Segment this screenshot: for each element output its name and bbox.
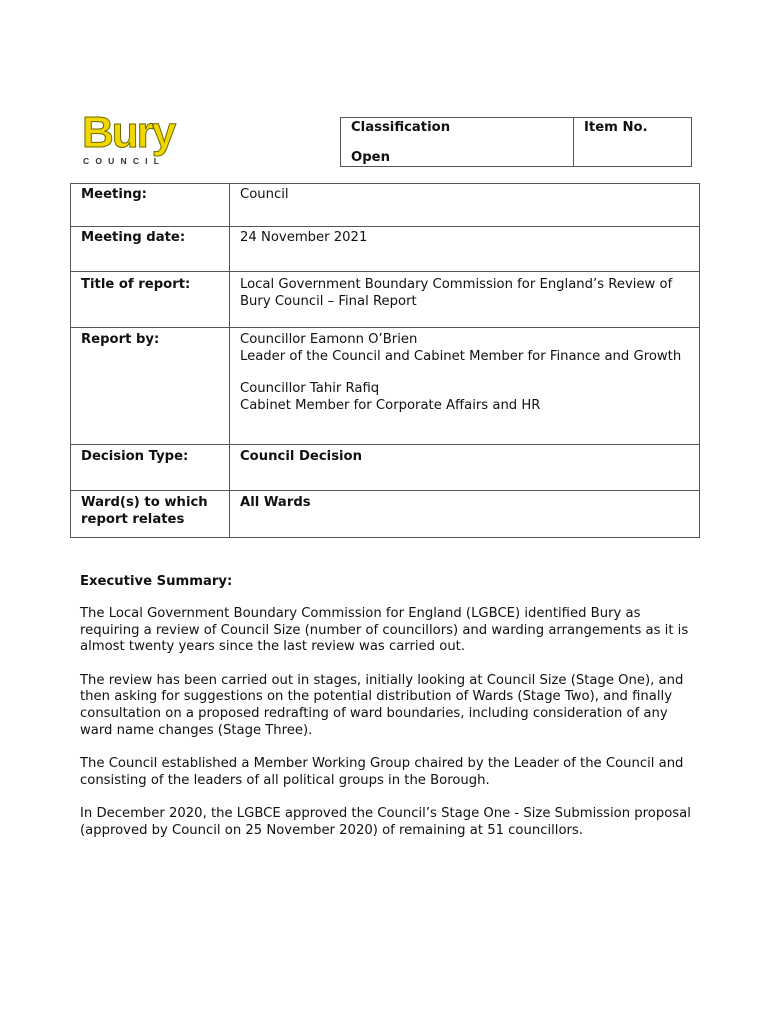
report-title-label: Title of report: (71, 272, 230, 328)
item-number-label: Item No. (584, 120, 648, 135)
classification-label: Classification (351, 120, 451, 135)
logo-subtitle: COUNCIL (83, 156, 166, 166)
summary-paragraph-1: The Local Government Boundary Commission for England (LGBCE) identified Bury as requiring a review of Council Size (number of councillors) and warding arrangements as it is almost twenty years since the last review was carried out. (80, 606, 689, 655)
table-row (71, 184, 700, 227)
executive-summary-heading: Executive Summary: (80, 574, 233, 589)
meeting-date-label: Meeting date: (71, 227, 230, 272)
author-2-name: Councillor Tahir Rafiq (240, 381, 380, 396)
bury-council-logo (80, 108, 210, 168)
table-row (71, 491, 700, 538)
table-row (71, 445, 700, 491)
classification-cell (341, 118, 574, 166)
meeting-date-value: 24 November 2021 (230, 227, 700, 272)
author-2-role: Cabinet Member for Corporate Affairs and HR (240, 397, 541, 413)
table-row (71, 272, 700, 328)
table-row (71, 227, 700, 272)
table-row (71, 328, 700, 445)
wards-label: Ward(s) to which report relates (71, 491, 230, 538)
wards-value: All Wards (230, 491, 700, 538)
summary-paragraph-2: The review has been carried out in stages, initially looking at Council Size (Stage One), and then asking for suggestions on the potential distribution of Wards (Stage Two), and finally consultation on a proposed redrafting of ward boundaries, including consideration of any ward name changes (Stage Three). (80, 672, 684, 738)
meeting-value: Council (230, 184, 700, 227)
item-number-cell (574, 118, 691, 166)
author-1-name: Councillor Eamonn O’Brien (240, 332, 418, 347)
logo-graphic (80, 108, 210, 168)
classification-box (340, 117, 692, 167)
classification-value: Open (351, 150, 390, 165)
logo-wordmark: Bury (82, 108, 175, 157)
summary-paragraph-3: The Council established a Member Working Group chaired by the Leader of the Council and consisting of the leaders of all political groups in the Borough. (80, 756, 684, 788)
author-1-role: Leader of the Council and Cabinet Member for Finance and Growth (240, 348, 682, 364)
report-details-table (70, 183, 700, 538)
executive-summary (80, 574, 700, 857)
summary-paragraph-4: In December 2020, the LGBCE approved the Council’s Stage One - Size Submission proposal (approved by Council on 25 November 2020) of remaining at 51 councillors. (80, 806, 691, 838)
report-by-value (230, 328, 700, 445)
decision-type-label: Decision Type: (71, 445, 230, 491)
report-by-label: Report by: (71, 328, 230, 445)
meeting-label: Meeting: (71, 184, 230, 227)
report-title-value: Local Government Boundary Commission for England’s Review of Bury Council – Final Report (230, 272, 700, 328)
decision-type-value: Council Decision (230, 445, 700, 491)
